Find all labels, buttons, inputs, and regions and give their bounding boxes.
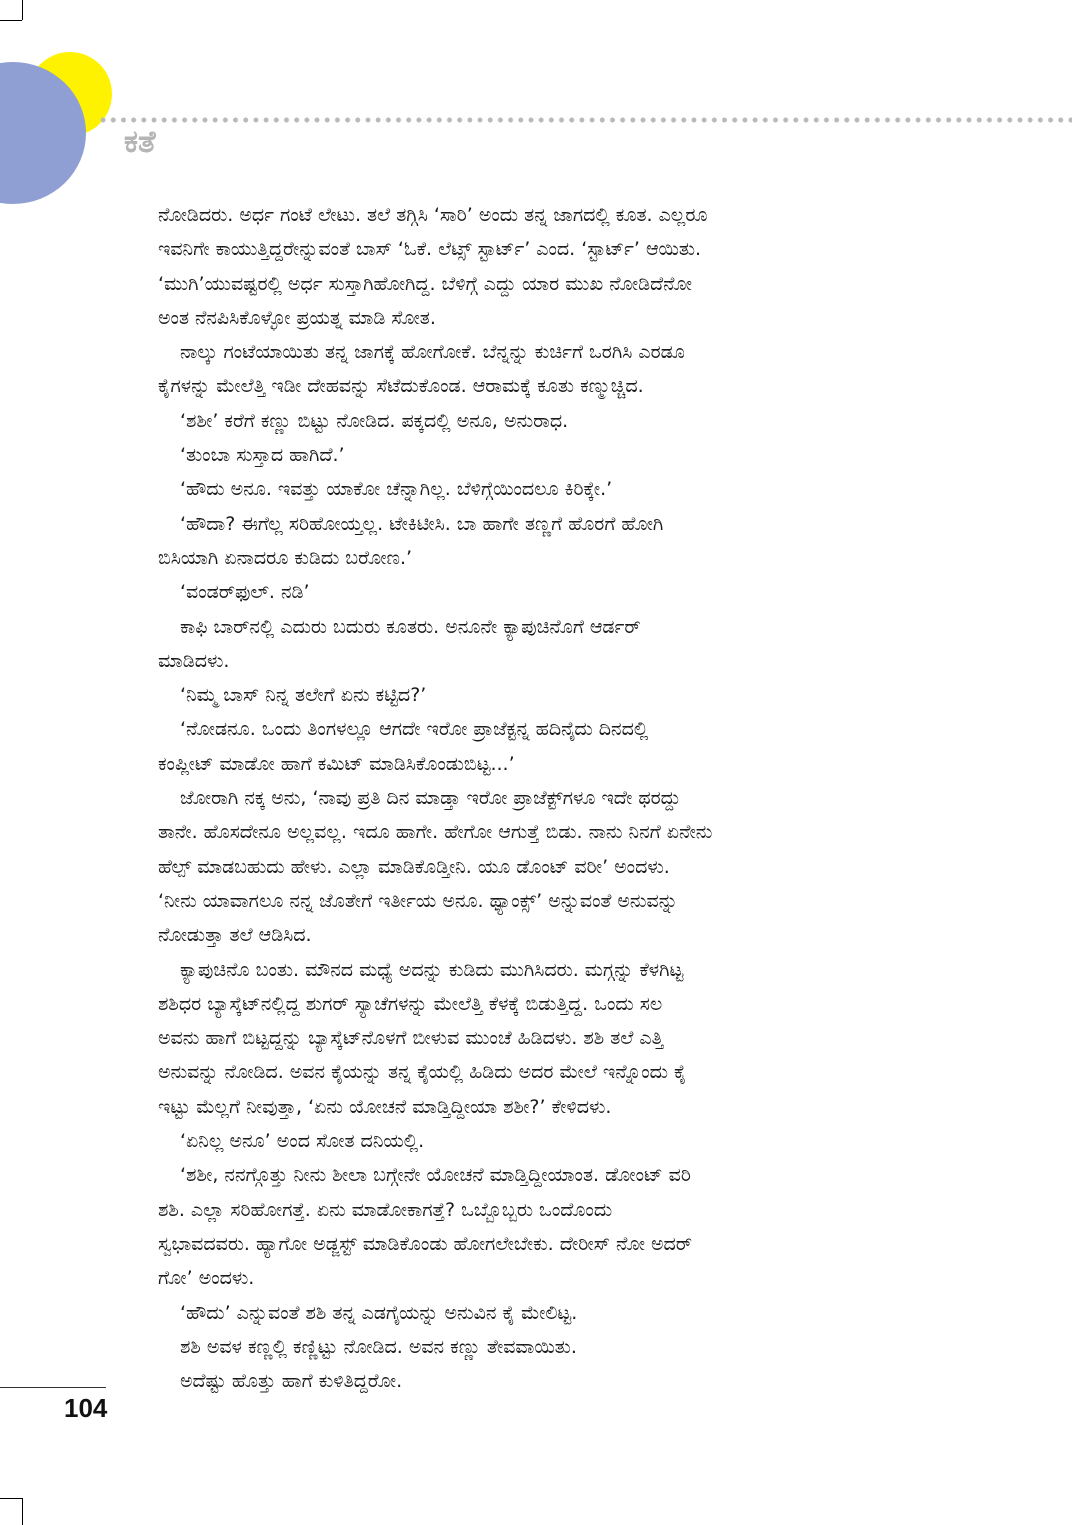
page-number: 104 — [64, 1393, 108, 1423]
story-paragraph — [158, 953, 918, 1124]
story-paragraph — [158, 404, 918, 438]
text-line: ‘ಮುಗಿ’ಯುವಷ್ಟರಲ್ಲಿ ಅರ್ಧ ಸುಸ್ತಾಗಿಹೋಗಿದ್ದ. ಬೆಳಿಗ್ಗೆ ಎದ್ದು ಯಾರ ಮುಖ ನೋಡಿದೆನೋ — [158, 272, 693, 295]
text-line: ಅವನು ಹಾಗೆ ಬಿಟ್ಟದ್ದನ್ನು ಬ್ಯಾಸ್ಕೆಟ್‌ನೊಳಗೆ ಬೀಳುವ ಮುಂಚೆ ಹಿಡಿದಳು. ಶಶಿ ತಲೆ ಎತ್ತಿ — [158, 1027, 664, 1050]
text-line: ಸ್ವಭಾವದವರು. ಹ್ಯಾಗೋ ಅಡ್ಜಸ್ಟ್ ಮಾಡಿಕೊಂಡು ಹೋಗಲೇಬೇಕು. ದೇರೀಸ್ ನೋ ಅದರ್ — [158, 1232, 693, 1255]
text-line: ಕೈಗಳನ್ನು ಮೇಲೆತ್ತಿ ಇಡೀ ದೇಹವನ್ನು ಸೆಟೆದುಕೊಂಡ. ಆರಾಮಕ್ಕೆ ಕೂತು ಕಣ್ಮುಚ್ಚಿದ. — [158, 375, 644, 398]
story-paragraph — [158, 1158, 918, 1295]
story-paragraph — [158, 472, 918, 506]
text-line: ಶಶಿಧರ ಬ್ಯಾಸ್ಕೆಟ್‌ನಲ್ಲಿದ್ದ ಶುಗರ್ ಸ್ಯಾಚೆಗಳನ್ನು ಮೇಲೆತ್ತಿ ಕೆಳಕ್ಕೆ ಬಿಡುತ್ತಿದ್ದ. ಒಂದು ಸಲ — [158, 992, 663, 1015]
crop-mark-bottom — [22, 1498, 23, 1525]
footer-rule — [0, 1387, 106, 1388]
crop-mark-top-h — [0, 20, 22, 21]
story-paragraph — [158, 1124, 918, 1158]
text-line: ಕಾಫಿ ಬಾರ್‌ನಲ್ಲಿ ಎದುರು ಬದುರು ಕೂತರು. ಅನೂನೇ ಕ್ಯಾಪುಚಿನೊಗೆ ಆರ್ಡರ್ — [180, 615, 641, 638]
text-line: ಶಶಿ ಅವಳ ಕಣ್ಣಲ್ಲಿ ಕಣ್ಣಿಟ್ಟು ನೋಡಿದ. ಅವನ ಕಣ್ಣು ತೇವವಾಯಿತು. — [180, 1335, 577, 1358]
text-line: ‘ತುಂಬಾ ಸುಸ್ತಾದ ಹಾಗಿದೆ.’ — [180, 444, 345, 467]
story-paragraph — [158, 575, 918, 609]
story-paragraph — [158, 1330, 918, 1364]
text-line: ಇಟ್ಟು ಮೆಲ್ಲಗೆ ನೀವುತ್ತಾ, ‘ಏನು ಯೋಚನೆ ಮಾಡ್ತಿದ್ದೀಯಾ ಶಶೀ?’ ಕೇಳಿದಳು. — [158, 1095, 612, 1118]
text-line: ಶಶಿ. ಎಲ್ಲಾ ಸರಿಹೋಗತ್ತೆ. ಏನು ಮಾಡೋಕಾಗತ್ತೆ? ಒಬ್ಬೊಬ್ಬರು ಒಂದೊಂದು — [158, 1198, 613, 1221]
text-line: ಬಿಸಿಯಾಗಿ ಏನಾದರೂ ಕುಡಿದು ಬರೋಣ.’ — [158, 546, 413, 569]
story-paragraph — [158, 507, 918, 576]
text-line: ಇವನಿಗೇ ಕಾಯುತ್ತಿದ್ದರೇನ್ನುವಂತೆ ಬಾಸ್ ‘ಓಕೆ. ಲೆಟ್ಸ್ ಸ್ಟಾರ್ಟ್’ ಎಂದ. ‘ಸ್ಟಾರ್ಟ್’ ಆಯಿತು. — [158, 238, 702, 261]
text-line: ನಾಲ್ಕು ಗಂಟೆಯಾಯಿತು ತನ್ನ ಜಾಗಕ್ಕೆ ಹೋಗೋಕೆ. ಬೆನ್ನನ್ನು ಕುರ್ಚಿಗೆ ಒರಗಿಸಿ ಎರಡೂ — [180, 341, 685, 364]
story-paragraph — [158, 1364, 918, 1398]
text-line: ‘ನಿಮ್ಮ ಬಾಸ್ ನಿನ್ನ ತಲೇಗೆ ಏನು ಕಟ್ಟಿದ?’ — [180, 684, 427, 707]
story-paragraph — [158, 1296, 918, 1330]
story-body — [158, 198, 918, 1398]
text-line: ‘ಹೌದು ಅನೂ. ಇವತ್ತು ಯಾಕೋ ಚೆನ್ನಾಗಿಲ್ಲ. ಬೆಳಿಗ್ಗೆಯಿಂದಲೂ ಕಿರಿಕ್ಕೇ.’ — [180, 478, 613, 501]
story-paragraph — [158, 712, 918, 781]
text-line: ‘ಹೌದಾ? ಈಗೆಲ್ಲ ಸರಿಹೋಯ್ತಲ್ಲ. ಟೇಕಿಟೀಸಿ. ಬಾ ಹಾಗೇ ತಣ್ಣಗೆ ಹೊರಗೆ ಹೋಗಿ — [180, 512, 664, 535]
text-line: ಮಾಡಿದಳು. — [158, 649, 230, 672]
story-paragraph — [158, 610, 918, 679]
text-line: ಜೋರಾಗಿ ನಕ್ಕ ಅನು, ‘ನಾವು ಪ್ರತಿ ದಿನ ಮಾಡ್ತಾ ಇರೋ ಪ್ರಾಜೆಕ್ಟ್‌ಗಳೂ ಇದೇ ಥರದ್ದು — [180, 787, 681, 810]
text-line: ‘ಹೌದು’ ಎನ್ನುವಂತೆ ಶಶಿ ತನ್ನ ಎಡಗೈಯನ್ನು ಅನುವಿನ ಕೈ ಮೇಲಿಟ್ಟ. — [180, 1301, 578, 1324]
story-paragraph — [158, 438, 918, 472]
crop-mark-bottom-h — [0, 1498, 22, 1499]
text-line: ‘ನೋಡನೂ. ಒಂದು ತಿಂಗಳಲ್ಲೂ ಆಗದೇ ಇರೋ ಪ್ರಾಜೆಕ್ಟನ್ನ ಹದಿನೈದು ದಿನದಲ್ಲಿ — [180, 718, 649, 741]
story-paragraph — [158, 335, 918, 404]
text-line: ಅದೆಷ್ಟು ಹೊತ್ತು ಹಾಗೆ ಕುಳಿತಿದ್ದರೋ. — [180, 1370, 403, 1393]
text-line: ಅಂತ ನೆನಪಿಸಿಕೊಳ್ಳೋ ಪ್ರಯತ್ನ ಮಾಡಿ ಸೋತ. — [158, 306, 436, 329]
text-line: ‘ನೀನು ಯಾವಾಗಲೂ ನನ್ನ ಜೊತೇಗೆ ಇರ್ತೀಯ ಅನೂ. ಥ್ಯಾಂಕ್ಸ್’ ಅನ್ನುವಂತೆ ಅನುವನ್ನು — [158, 889, 678, 912]
crop-mark-top — [22, 0, 23, 20]
text-line: ತಾನೇ. ಹೊಸದೇನೂ ಅಲ್ಲವಲ್ಲ. ಇದೂ ಹಾಗೇ. ಹೇಗೋ ಆಗುತ್ತೆ ಬಿಡು. ನಾನು ನಿನಗೆ ಏನೇನು — [158, 821, 713, 844]
story-paragraph — [158, 781, 918, 952]
story-paragraph — [158, 198, 918, 335]
text-line: ನೋಡುತ್ತಾ ತಲೆ ಆಡಿಸಿದ. — [158, 924, 312, 947]
text-line: ‘ಏನಿಲ್ಲ ಅನೂ’ ಅಂದ ಸೋತ ದನಿಯಲ್ಲಿ. — [180, 1130, 425, 1153]
text-line: ಹೆಲ್ಪ್ ಮಾಡಬಹುದು ಹೇಳು. ಎಲ್ಲಾ ಮಾಡಿಕೊಡ್ತೀನಿ. ಯೂ ಡೊಂಟ್ ವರೀ’ ಅಂದಳು. — [158, 855, 670, 878]
text-line: ‘ಶಶೀ’ ಕರೆಗೆ ಕಣ್ಣು ಬಿಟ್ಟು ನೋಡಿದ. ಪಕ್ಕದಲ್ಲಿ ಅನೂ, ಅನುರಾಧ. — [180, 409, 569, 432]
text-line: ‘ವಂಡರ್‌ಫುಲ್. ನಡಿ’ — [180, 581, 310, 604]
text-line: ಕಂಪ್ಲೀಟ್ ಮಾಡೋ ಹಾಗೆ ಕಮಿಟ್ ಮಾಡಿಸಿಕೊಂಡುಬಿಟ್ಟ...’ — [158, 752, 515, 775]
text-line: ಅನುವನ್ನು ನೋಡಿದ. ಅವನ ಕೈಯನ್ನು ತನ್ನ ಕೈಯಲ್ಲಿ ಹಿಡಿದು ಅದರ ಮೇಲೆ ಇನ್ನೊಂದು ಕೈ — [158, 1061, 687, 1084]
text-line: ನೋಡಿದರು. ಅರ್ಧ ಗಂಟೆ ಲೇಟು. ತಲೆ ತಗ್ಗಿಸಿ ‘ಸಾರಿ’ ಅಂದು ತನ್ನ ಜಾಗದಲ್ಲಿ ಕೂತ. ಎಲ್ಲರೂ — [158, 204, 708, 226]
text-line: ಗೋ’ ಅಂದಳು. — [158, 1267, 255, 1290]
section-title: ಕತೆ — [124, 124, 156, 160]
text-line: ‘ಶಶೀ, ನನಗ್ಗೊತ್ತು ನೀನು ಶೀಲಾ ಬಗ್ಗೇನೇ ಯೋಚನೆ ಮಾಡ್ತಿದ್ದೀಯಾಂತ. ಡೋಂಟ್ ವರಿ — [180, 1164, 691, 1187]
dotted-header-rule — [98, 116, 1072, 124]
story-paragraph — [158, 678, 918, 712]
text-line: ಕ್ಯಾಪುಚಿನೊ ಬಂತು. ಮೌನದ ಮಧ್ಯೆ ಅದನ್ನು ಕುಡಿದು ಮುಗಿಸಿದರು. ಮಗ್ಗನ್ನು ಕೆಳಗಿಟ್ಟ — [180, 958, 684, 981]
